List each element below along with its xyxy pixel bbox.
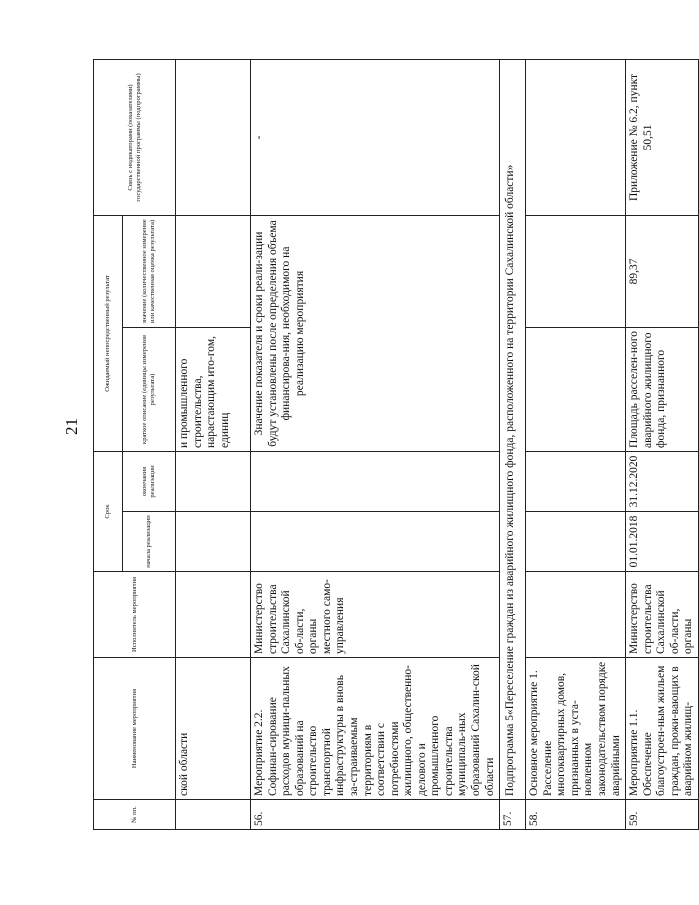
table-row-subprogram — [500, 59, 526, 829]
table-row — [176, 59, 251, 829]
header-num: № пп. — [94, 800, 176, 830]
row-end — [526, 451, 626, 511]
row-link: - — [251, 59, 500, 215]
row-name: Мероприятие 2.2. Софинан-сирование расходов муници-пальных образований на строительство транспортной инфраструктуры в вновь за-страиваемым территориям в соответствии с потребностями жилищного, общественно-делового и промышленного строительства муниципаль-ных образований Сахалин-ской области — [251, 658, 500, 800]
row-result-desc — [526, 327, 626, 451]
row-link: Приложение № 6.2, пункт 50,51 — [626, 59, 699, 215]
subprogram-title: Подпрограмма 5«Переселение граждан из аварийного жилищного фонда, расположенного на территории Сахалинской области» — [500, 59, 526, 799]
header-row-1 — [94, 59, 123, 829]
row-executor: Министерство строительства Сахалинской об-ласти, органы местного само-управления — [251, 572, 500, 658]
header-link: Связь с индикаторами (показателями) государственной программы (подпрограммы) — [94, 59, 176, 215]
row-start — [251, 512, 500, 572]
header-term-end: окончания реализации — [123, 451, 176, 511]
row-result-merged: Значение показателя и сроки реали-зации будут установлены после определения объема финансирова-ния, необходимого на реализацию мероприятия — [251, 215, 500, 451]
measures-table — [93, 59, 699, 830]
row-start: 01.01.2018 — [626, 512, 699, 572]
row-name: Мероприятие 1.1. Обеспечение благоустроен-ным жильем граждан, прожи-вающих в аварийном жилищ- — [626, 658, 699, 800]
row-end: 31.12.2020 — [626, 451, 699, 511]
row-num: 59. — [626, 800, 699, 830]
row-name: ской области — [176, 658, 251, 800]
table-row — [251, 59, 500, 829]
header-name: Наименование мероприятия — [94, 658, 176, 800]
row-result-value — [176, 215, 251, 327]
header-result: Ожидаемый непосредственный результат — [94, 215, 123, 451]
row-executor: Министерство строительства Сахалинской об-ласти, органы — [626, 572, 699, 658]
row-start — [526, 512, 626, 572]
header-result-value: значение (количественное измерение или качественная оценка результата) — [123, 215, 176, 327]
header-term-start: начала реализации — [123, 512, 176, 572]
row-link — [526, 59, 626, 215]
row-end — [251, 451, 500, 511]
row-num: 58. — [526, 800, 626, 830]
row-end — [176, 451, 251, 511]
row-num — [176, 800, 251, 830]
row-name: Основное мероприятие 1. Расселение многоквартирных домов, признанных в уста-новленном законодательством порядке аварийными — [526, 658, 626, 800]
row-executor — [176, 572, 251, 658]
header-result-desc: краткое описание (единицы измерения результата) — [123, 327, 176, 451]
row-result-desc: Площадь расселен-ного аварийного жилищного фонда, признанного — [626, 327, 699, 451]
row-result-value: 89,37 — [626, 215, 699, 327]
page-number: 21 — [62, 418, 81, 435]
row-link — [176, 59, 251, 215]
table-row — [626, 59, 699, 829]
row-start — [176, 512, 251, 572]
row-num: 57. — [500, 800, 526, 830]
table-row — [526, 59, 626, 829]
header-executor: Исполнитель мероприятия — [94, 572, 176, 658]
row-executor — [526, 572, 626, 658]
row-num: 56. — [251, 800, 500, 830]
row-result-desc: и промышленного строительства, нарастающим ито-гом, единиц — [176, 327, 251, 451]
row-result-value — [526, 215, 626, 327]
header-term: Срок — [94, 451, 123, 571]
